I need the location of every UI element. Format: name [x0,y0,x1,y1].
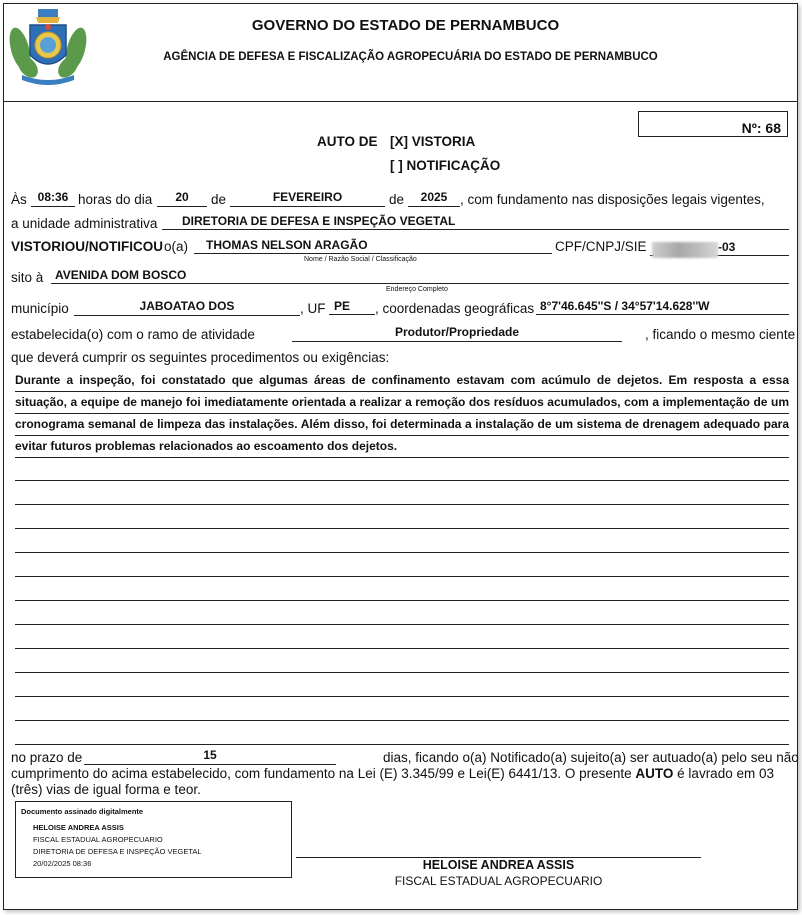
year-field: 2025 [408,190,460,207]
activity-field: Produtor/Propriedade [292,325,622,342]
digital-signature-datetime: 20/02/2025 08:36 [33,859,92,868]
legal-basis-text: , com fundamento nas disposições legais vigentes, [460,192,765,207]
notificacao-option: [ ] NOTIFICAÇÃO [390,158,501,173]
requirement-line-3: cronograma semanal de limpeza das instalações. Além disso, foi determinada a instalação de um sistema de drenagem adequado para [15,415,789,436]
de-label-2: de [389,192,405,207]
as-label: Às [11,192,27,207]
address-field: AVENIDA DOM BOSCO [51,268,789,284]
unit-label: a unidade administrativa [11,216,158,231]
deadline-line-3: (três) vias de igual forma e teor. [11,782,201,797]
auto-number: Nº: 68 [638,111,788,137]
day-field: 20 [157,190,207,207]
municipality-field: JABOATAO DOS [74,299,300,316]
person-name-field: THOMAS NELSON ARAGÃO [194,238,552,254]
digital-signature-name: HELOISE ANDREA ASSIS [33,823,124,832]
agency-title: AGÊNCIA DE DEFESA E FISCALIZAÇÃO AGROPECUÁRIA DO ESTADO DE PERNAMBUCO [163,51,658,63]
activity-rest: , ficando o mesmo ciente [645,327,796,342]
blank-line [15,744,789,745]
blank-line [15,528,789,529]
horas-label: horas do dia [78,192,153,207]
blank-line [15,504,789,505]
uf-label: , UF [300,301,326,316]
digital-signature-box [15,801,292,878]
blank-line [15,720,789,721]
vistoria-option: [X] VISTORIA [390,134,476,149]
cpf-field: -03 [650,240,789,256]
deadline-line-2-text: cumprimento do acima estabelecido, com fundamento na Lei (E) 3.345/99 e Lei(E) 6441/13. O presente [11,766,632,781]
requirement-line-2: situação, a equipe de manejo foi imediatamente orientada a realizar a remoção dos resíduos acumulados, com a implementação de um [15,393,789,414]
vistoriou-label: VISTORIOU/NOTIFICOU [11,239,164,254]
signature-name: HELOISE ANDREA ASSIS [422,858,575,872]
digital-signature-role: FISCAL ESTADUAL AGROPECUARIO [33,835,163,844]
address-caption: Endereço Completo [386,286,448,293]
uf-field: PE [329,299,375,315]
requirement-line-4: evitar futuros problemas relacionados ao escoamento dos dejetos. [15,437,789,458]
digital-signature-department: DIRETORIA DE DEFESA E INSPEÇÃO VEGETAL [33,847,202,856]
blank-line [15,480,789,481]
blank-line [15,624,789,625]
coords-label: , coordenadas geográficas [375,301,535,316]
deadline-line-2 [11,766,791,781]
redacted-document-number [652,242,718,258]
blank-line [15,648,789,649]
blank-line [15,576,789,577]
blank-line [15,696,789,697]
deadline-days-field: 15 [84,748,336,765]
auto-label: AUTO DE [317,134,378,149]
document-page [3,3,798,910]
unit-field: DIRETORIA DE DEFESA E INSPEÇÃO VEGETAL [162,214,789,230]
government-title: GOVERNO DO ESTADO DE PERNAMBUCO [251,17,560,34]
blank-line [15,672,789,673]
address-label: sito à [11,270,44,285]
cpf-label: CPF/CNPJ/SIE [555,239,647,254]
activity-label: estabelecida(o) com o ramo de atividade [11,327,255,342]
person-oa-label: o(a) [164,239,189,254]
hour-field: 08:36 [31,190,75,207]
deadline-label: no prazo de [11,750,83,765]
deadline-rest: dias, ficando o(a) Notificado(a) sujeito(a) ser autuado(a) pelo seu não [383,750,799,765]
municipality-label: município [11,301,69,316]
deadline-line-2-end: é lavrado em 03 [677,766,774,781]
name-caption: Nome / Razão Social / Classificação [304,256,417,263]
digital-signature-title: Documento assinado digitalmente [21,807,144,816]
requirement-line-1: Durante a inspeção, foi constatado que algumas áreas de confinamento estavam com acúmulo de dejetos. Em resposta a essa [15,371,789,392]
coords-field: 8°7'46.645''S / 34°57'14.628''W [536,299,789,315]
procedures-intro: que deverá cumprir os seguintes procedimentos ou exigências: [11,350,390,365]
blank-line [15,552,789,553]
document-header [4,4,797,102]
de-label-1: de [211,192,227,207]
month-field: FEVEREIRO [230,190,385,207]
blank-line [15,600,789,601]
signature-role: FISCAL ESTADUAL AGROPECUARIO [394,874,603,888]
auto-word: AUTO [635,766,674,781]
